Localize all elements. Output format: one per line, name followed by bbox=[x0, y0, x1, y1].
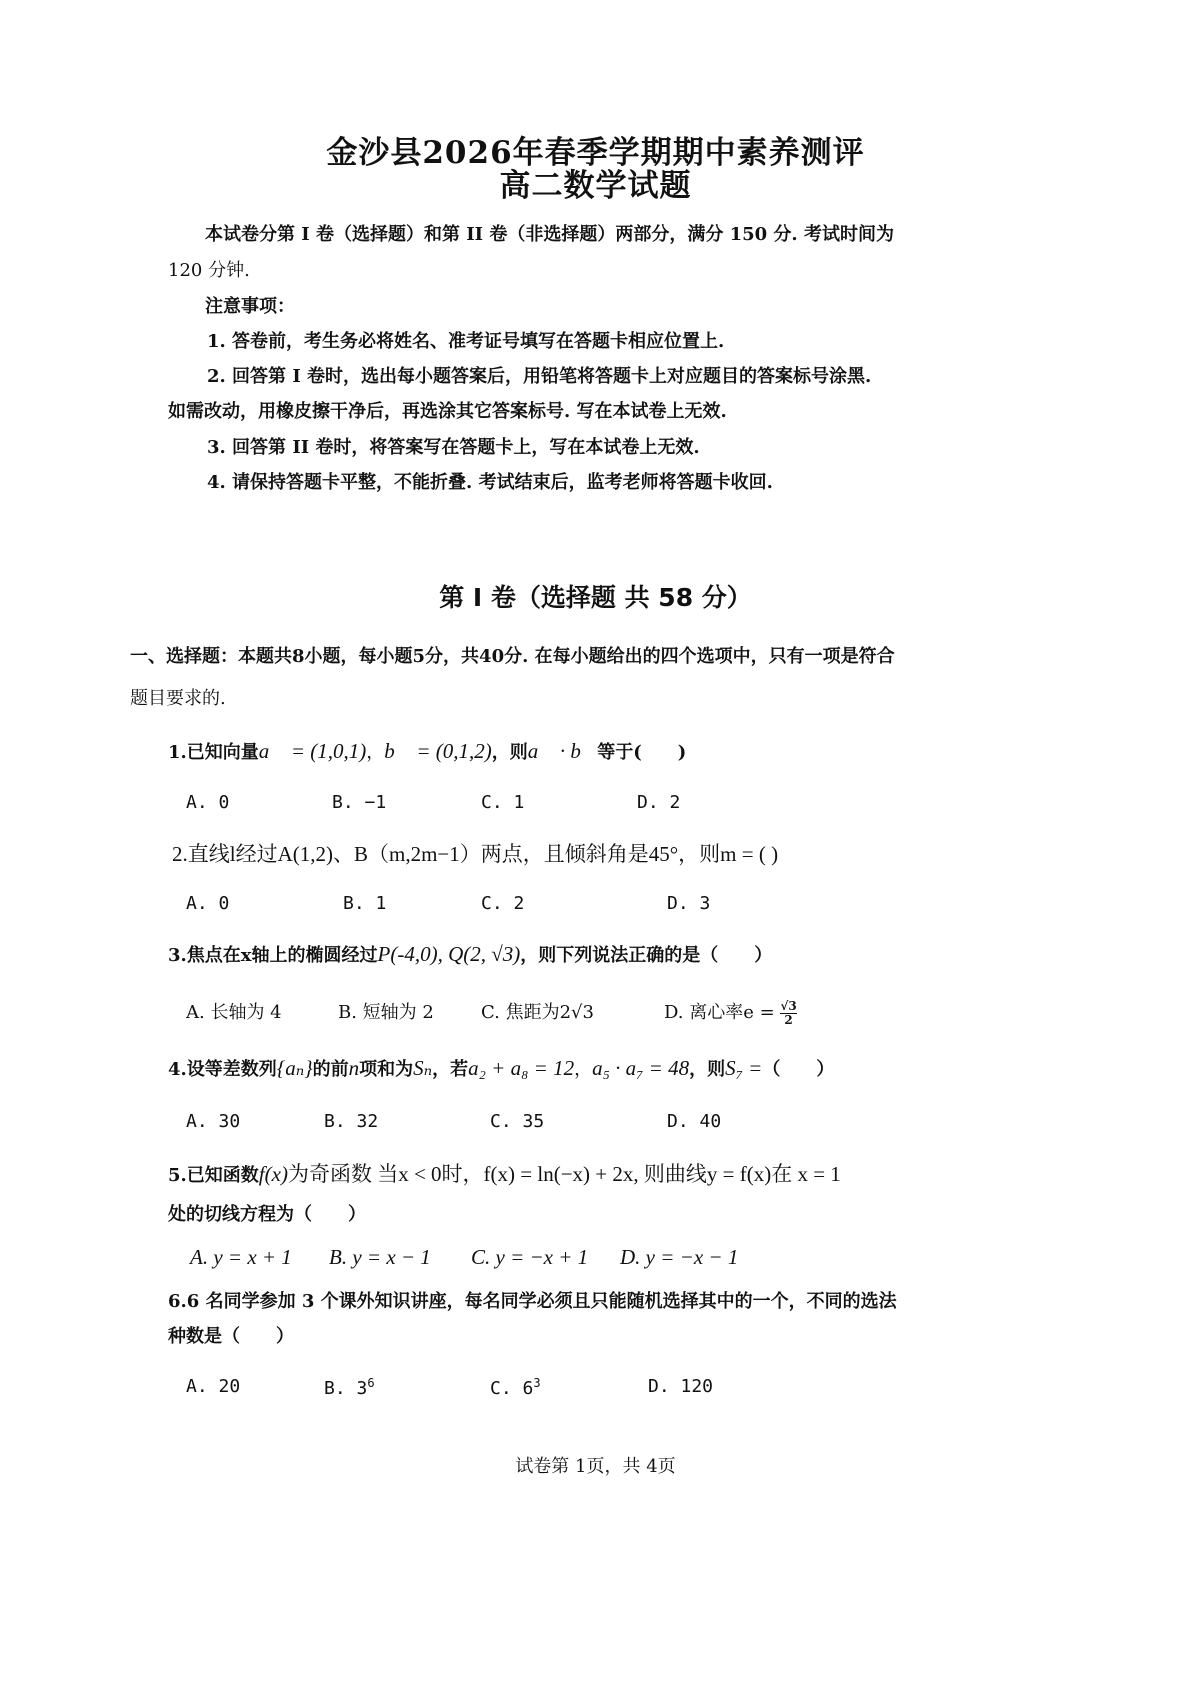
notice-item-2: 2. 回答第 I 卷时，选出每小题答案后，用铅笔将答题卡上对应题目的答案标号涂黑. bbox=[207, 366, 872, 387]
question-4 bbox=[168, 1056, 834, 1081]
question-6 bbox=[168, 1292, 897, 1311]
q1-option-b[interactable]: B. −1 bbox=[332, 792, 387, 813]
question-number: 2. bbox=[172, 842, 188, 866]
option-c-text: C. 6 bbox=[490, 1378, 534, 1399]
q4-option-b[interactable]: B. 32 bbox=[324, 1111, 379, 1132]
exam-title-line1: 金沙县2026年春季学期期中素养测评 bbox=[326, 135, 865, 171]
vector-a: a⃗ = (1,0,1) bbox=[258, 739, 367, 763]
question-2 bbox=[172, 838, 778, 868]
question-stem: 项和为 bbox=[359, 1059, 414, 1080]
question-stem: ，则 bbox=[689, 1059, 726, 1080]
q4-option-d[interactable]: D. 40 bbox=[667, 1111, 722, 1132]
dot-product: a⃗ · b⃗ bbox=[527, 739, 598, 763]
q2-option-b[interactable]: B. 1 bbox=[343, 893, 387, 914]
condition-2: a₅ · a₇ = 48 bbox=[592, 1056, 690, 1080]
sequence: {aₙ} bbox=[276, 1056, 313, 1080]
ellipse-points: P(-4,0), Q(2, √3) bbox=[377, 942, 521, 966]
question-stem: 为奇函数 当x < 0时，f(x) = ln(−x) + 2x, 则曲线y = f(x)在 x = 1 bbox=[287, 1162, 841, 1186]
sum-s7: S₇ = bbox=[725, 1056, 763, 1080]
section-heading: 第 I 卷（选择题 共 58 分） bbox=[439, 583, 752, 612]
sum-sn: Sₙ bbox=[413, 1056, 433, 1080]
question-number: 4. bbox=[168, 1059, 187, 1080]
condition-1: a₂ + a₈ = 12 bbox=[468, 1056, 575, 1080]
question-stem: 设等差数列 bbox=[186, 1059, 277, 1080]
section-instructions-line2: 题目要求的. bbox=[130, 688, 226, 709]
separator: ， bbox=[366, 742, 385, 763]
notice-item-2-cont: 如需改动，用橡皮擦干净后，再选涂其它答案标号. 写在本试卷上无效. bbox=[168, 401, 727, 422]
q6-option-a[interactable]: A. 20 bbox=[186, 1376, 241, 1397]
q6-option-d[interactable]: D. 120 bbox=[648, 1376, 714, 1397]
question-6-cont: 种数是（ ） bbox=[168, 1326, 294, 1347]
question-number: 6. bbox=[168, 1291, 187, 1312]
question-stem: 等于( ) bbox=[597, 742, 687, 763]
intro-line2: 120 分钟. bbox=[168, 260, 250, 281]
option-d-label: D. 离心率e = bbox=[664, 1002, 775, 1024]
question-stem: 已知函数 bbox=[186, 1165, 259, 1186]
q5-option-c[interactable]: C. y = −x + 1 bbox=[471, 1245, 589, 1269]
q3-option-d[interactable] bbox=[664, 1000, 797, 1026]
notice-item-4: 4. 请保持答题卡平整，不能折叠. 考试结束后，监考老师将答题卡收回. bbox=[207, 472, 773, 493]
q6-option-c[interactable] bbox=[490, 1376, 541, 1399]
function-fx: f(x) bbox=[258, 1162, 288, 1186]
question-5 bbox=[168, 1158, 841, 1188]
q5-option-b[interactable]: B. y = x − 1 bbox=[329, 1245, 431, 1269]
question-stem: （ ） bbox=[762, 1059, 835, 1080]
q5-option-a[interactable]: A. y = x + 1 bbox=[190, 1245, 292, 1269]
fraction-numerator: √3 bbox=[780, 999, 797, 1013]
q2-option-c[interactable]: C. 2 bbox=[481, 893, 525, 914]
question-stem: ，若 bbox=[432, 1059, 469, 1080]
question-stem: 焦点在x轴上的椭圆经过 bbox=[186, 945, 378, 966]
q5-option-d[interactable]: D. y = −x − 1 bbox=[620, 1245, 739, 1269]
eccentricity-fraction bbox=[780, 1000, 796, 1026]
question-5-cont: 处的切线方程为（ ） bbox=[168, 1204, 366, 1225]
q1-option-a[interactable]: A. 0 bbox=[186, 792, 230, 813]
question-number: 3. bbox=[168, 945, 187, 966]
notice-item-1: 1. 答卷前，考生务必将姓名、准考证号填写在答题卡相应位置上. bbox=[207, 331, 725, 352]
q3-option-b[interactable]: B. 短轴为 2 bbox=[338, 1002, 434, 1023]
fraction-denominator: 2 bbox=[780, 1013, 796, 1027]
question-stem: ，则下列说法正确的是（ ） bbox=[520, 945, 773, 966]
q3-option-c[interactable]: C. 焦距为2√3 bbox=[481, 1002, 594, 1023]
q3-option-a[interactable]: A. 长轴为 4 bbox=[186, 1002, 282, 1023]
n-variable: n bbox=[348, 1056, 360, 1080]
question-stem: 6 名同学参加 3 个课外知识讲座，每名同学必须且只能随机选择其中的一个，不同的选法 bbox=[186, 1291, 897, 1312]
option-c-exponent: 3 bbox=[533, 1376, 541, 1390]
question-stem: 直线l经过A(1,2)、B（m,2m−1）两点，且倾斜角是45°，则m = ( ) bbox=[187, 842, 779, 866]
question-3 bbox=[168, 942, 772, 967]
question-1 bbox=[168, 739, 686, 764]
notice-title: 注意事项： bbox=[205, 296, 295, 317]
q1-option-c[interactable]: C. 1 bbox=[481, 792, 525, 813]
separator: ， bbox=[574, 1059, 593, 1080]
section-instructions-line1: 一、选择题：本题共8小题，每小题5分，共40分. 在每小题给出的四个选项中，只有一项是符合 bbox=[130, 646, 895, 667]
notice-item-3: 3. 回答第 II 卷时，将答案写在答题卡上，写在本试卷上无效. bbox=[207, 437, 700, 458]
question-number: 1. bbox=[168, 742, 187, 763]
question-stem: ，则 bbox=[491, 742, 528, 763]
intro-line1: 本试卷分第 I 卷（选择题）和第 II 卷（非选择题）两部分，满分 150 分. 考试时间为 bbox=[205, 224, 894, 245]
q4-option-c[interactable]: C. 35 bbox=[490, 1111, 545, 1132]
q1-option-d[interactable]: D. 2 bbox=[637, 792, 681, 813]
exam-title-line2: 高二数学试题 bbox=[499, 168, 692, 204]
page-footer: 试卷第 1页，共 4页 bbox=[515, 1456, 676, 1477]
question-stem: 已知向量 bbox=[186, 742, 259, 763]
q2-option-d[interactable]: D. 3 bbox=[667, 893, 711, 914]
q6-option-b[interactable] bbox=[324, 1376, 375, 1399]
option-b-text: B. 3 bbox=[324, 1378, 368, 1399]
vector-b: b⃗ = (0,1,2) bbox=[384, 739, 492, 763]
question-number: 5. bbox=[168, 1165, 187, 1186]
q2-option-a[interactable]: A. 0 bbox=[186, 893, 230, 914]
question-stem: 的前 bbox=[312, 1059, 349, 1080]
option-b-exponent: 6 bbox=[367, 1376, 375, 1390]
q4-option-a[interactable]: A. 30 bbox=[186, 1111, 241, 1132]
